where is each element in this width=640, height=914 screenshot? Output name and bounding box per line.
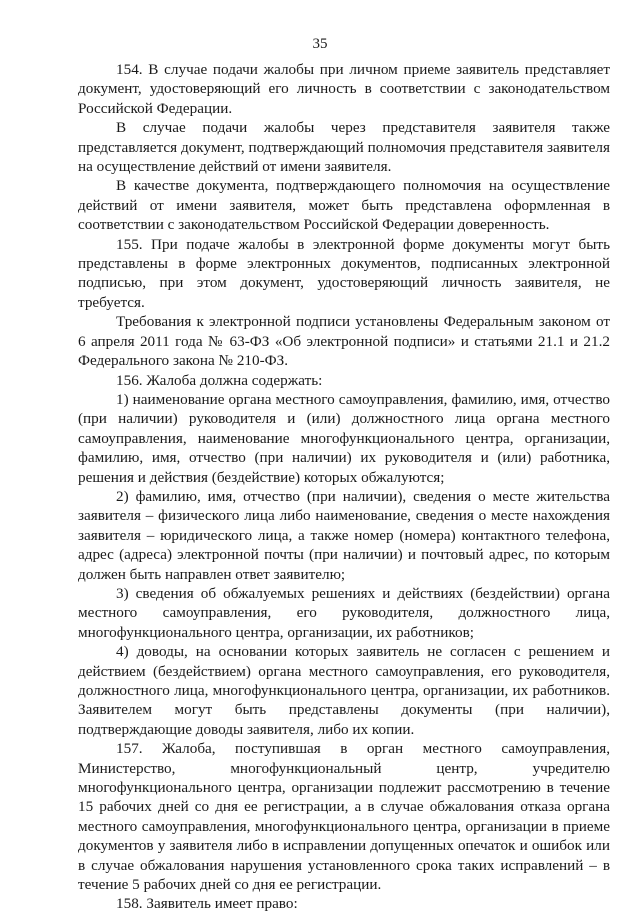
- paragraph-156-item-2: 2) фамилию, имя, отчество (при наличии), сведения о месте жительства заявителя – физического лица либо наименование, сведения о месте нахождения заявителя – юридического лица, а также номер (номера) контактного телефона, адрес (адреса) электронной почты (при наличии) и почтовый адрес, по которым должен быть направлен ответ заявителю;: [78, 487, 610, 583]
- paragraph-signature-requirements: Требования к электронной подписи установлены Федеральным законом от 6 апреля 2011 года № 63-ФЗ «Об электронной подписи» и статьями 21.1 и 21.2 Федерального закона № 210-ФЗ.: [78, 313, 610, 370]
- paragraph-representative: В случае подачи жалобы через представителя заявителя также представляется документ, подтверждающий полномочия представителя заявителя на осуществление действий от имени заявителя.: [78, 119, 610, 176]
- document-body: [78, 60, 610, 914]
- paragraph-156-item-3: 3) сведения об обжалуемых решениях и действиях (бездействии) органа местного самоуправления, его руководителя, должностного лица, многофункционального центра, организации, их работников;: [78, 584, 610, 641]
- paragraph-155: 155. При подаче жалобы в электронной форме документы могут быть представлены в форме электронных документов, подписанных электронной подписью, при этом документ, удостоверяющий личность заявителя, не требуется.: [78, 235, 610, 311]
- paragraph-154: 154. В случае подачи жалобы при личном приеме заявитель представляет документ, удостоверяющий его личность в соответствии с законодательством Российской Федерации.: [78, 61, 610, 117]
- paragraph-156-item-1: 1) наименование органа местного самоуправления, фамилию, имя, отчество (при наличии) руководителя и (или) должностного лица органа местного самоуправления, наименование многофункционального центра, организации, фамилию, имя, отчество (при наличии) их руководителя и (или) работника, решения и действия (бездействие) которых обжалуются;: [78, 390, 610, 486]
- paragraph-157: 157. Жалоба, поступившая в орган местного самоуправления, Министерство, многофункциональный центр, учредителю многофункционального центра, организации подлежит рассмотрению в течение 15 рабочих дней со дня ее регистрации, а в случае обжалования отказа органа местного самоуправления, многофункционального центра, организации в приеме документов у заявителя либо в исправлении допущенных опечаток и ошибок или в случае обжалования нарушения установленного срока таких исправлений – в течение 5 рабочих дней со дня ее регистрации.: [78, 740, 610, 894]
- page-number: 35: [312, 36, 328, 52]
- paragraph-158: 158. Заявитель имеет право:: [116, 895, 298, 913]
- paragraph-156-item-4: 4) доводы, на основании которых заявитель не согласен с решением и действием (бездействием) органа местного самоуправления, его руководителя, должностного лица, многофункционального центра, организации, их работников. Заявителем могут быть представлены документы (при наличии), подтверждающие доводы заявителя, либо их копии.: [78, 643, 610, 738]
- paragraph-power-of-attorney: В качестве документа, подтверждающего полномочия на осуществление действий от имени заявителя, может быть представлена оформленная в соответствии с законодательством Российской Федерации доверенность.: [78, 177, 610, 234]
- paragraph-156: 156. Жалоба должна содержать:: [116, 371, 323, 389]
